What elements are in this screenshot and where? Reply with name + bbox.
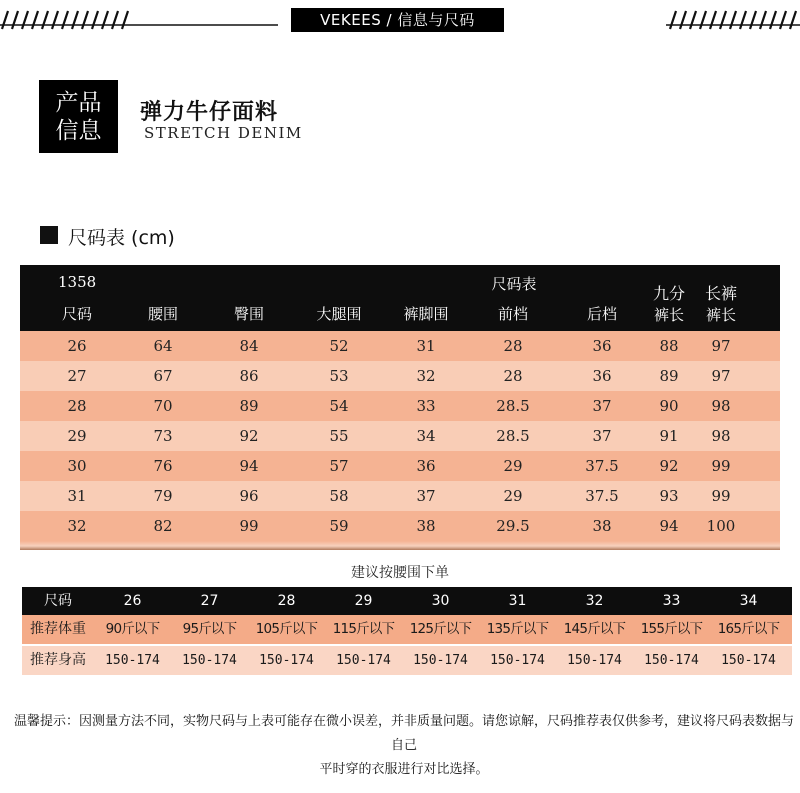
size-cell-leg-opening: 31: [416, 337, 436, 355]
size-cell-front-rise: 29.5: [496, 517, 530, 535]
size-table-row: [20, 331, 780, 361]
recommend-size: 33: [662, 593, 681, 609]
column-header-cropped-length-bottom: 裤长: [653, 306, 684, 324]
size-cell-cropped-length: 89: [659, 367, 679, 385]
column-header-cropped-length-top: 九分: [652, 284, 685, 303]
size-table-row: [20, 451, 780, 481]
size-cell-back-rise: 37.5: [585, 457, 619, 475]
size-table-title: 尺码表: [491, 275, 537, 293]
column-header-back-rise: 后档: [586, 305, 617, 323]
size-cell-size: 26: [67, 337, 87, 355]
recommend-table: [22, 587, 792, 675]
size-cell-full-length: 98: [711, 427, 731, 445]
size-notice-line1: 温馨提示：因测量方法不同，实物尺码与上表可能存在微小误差，并非质量问题。请您谅解，尺码推荐表仅供参考，建议将尺码表数据与自己: [13, 714, 794, 753]
recommend-weight: 135斤以下: [486, 621, 549, 637]
header-hatch-left: [0, 10, 278, 30]
recommend-caption: 建议按腰围下单: [351, 565, 449, 581]
column-header-waist: 腰围: [147, 305, 178, 323]
size-cell-back-rise: 37: [592, 427, 612, 445]
header-hatch-right: [666, 10, 800, 30]
size-cell-cropped-length: 93: [659, 487, 679, 505]
size-cell-waist: 82: [153, 517, 173, 535]
fabric-name-english: STRETCH DENIM: [144, 124, 303, 142]
size-notice: [8, 710, 800, 782]
recommend-weight: 90斤以下: [105, 621, 160, 637]
size-cell-waist: 67: [153, 367, 173, 385]
size-cell-hip: 86: [239, 367, 259, 385]
model-number: 1358: [58, 273, 97, 291]
size-cell-cropped-length: 91: [659, 427, 679, 445]
size-cell-size: 28: [67, 397, 87, 415]
size-table: [20, 265, 780, 550]
size-cell-size: 27: [67, 367, 87, 385]
recommend-height: 150-174: [259, 653, 314, 668]
size-cell-hip: 94: [239, 457, 259, 475]
recommend-size: 29: [354, 593, 373, 609]
recommend-size: 32: [585, 593, 604, 609]
recommend-label-weight: 推荐体重: [30, 621, 86, 637]
product-info-badge-line2: 信息: [55, 117, 102, 144]
size-cell-leg-opening: 33: [416, 397, 436, 415]
recommend-row-size: [22, 587, 792, 615]
size-cell-cropped-length: 90: [659, 397, 679, 415]
size-chart-title: 尺码表 (cm): [68, 227, 175, 249]
recommend-size: 28: [277, 593, 296, 609]
size-cell-thigh: 55: [329, 427, 349, 445]
size-cell-back-rise: 36: [592, 337, 612, 355]
recommend-height: 150-174: [721, 653, 776, 668]
section-bullet-icon: [40, 226, 58, 244]
size-cell-waist: 73: [153, 427, 173, 445]
size-cell-front-rise: 28: [503, 337, 523, 355]
size-table-row: [20, 391, 780, 421]
size-cell-full-length: 97: [711, 337, 731, 355]
recommend-row-height: [22, 646, 792, 675]
size-cell-leg-opening: 38: [416, 517, 436, 535]
recommend-height: 150-174: [490, 653, 545, 668]
size-cell-size: 31: [67, 487, 87, 505]
recommend-height: 150-174: [105, 653, 160, 668]
product-info-badge-line1: 产品: [55, 89, 102, 116]
size-table-bottom-fade: [20, 541, 780, 550]
size-cell-cropped-length: 92: [659, 457, 679, 475]
size-cell-back-rise: 36: [592, 367, 612, 385]
column-header-full-length-bottom: 裤长: [705, 306, 736, 324]
size-cell-front-rise: 28.5: [496, 397, 530, 415]
size-cell-waist: 70: [153, 397, 173, 415]
recommend-size: 34: [739, 593, 758, 609]
column-header-thigh: 大腿围: [316, 305, 362, 323]
size-cell-front-rise: 28.5: [496, 427, 530, 445]
size-cell-leg-opening: 37: [416, 487, 436, 505]
size-cell-front-rise: 29: [503, 457, 523, 475]
recommend-weight: 165斤以下: [717, 621, 780, 637]
size-cell-thigh: 54: [329, 397, 349, 415]
size-cell-thigh: 52: [329, 337, 349, 355]
size-cell-size: 29: [67, 427, 87, 445]
column-header-full-length-top: 长裤: [704, 284, 737, 303]
size-cell-full-length: 98: [711, 397, 731, 415]
size-cell-back-rise: 37: [592, 397, 612, 415]
size-cell-size: 30: [67, 457, 87, 475]
size-notice-line2: 平时穿的衣服进行对比选择。: [319, 762, 489, 777]
column-header-hip: 臀围: [233, 305, 264, 323]
size-table-header: [20, 265, 780, 331]
recommend-row-weight: [22, 615, 792, 644]
size-cell-hip: 84: [239, 337, 259, 355]
size-cell-waist: 64: [153, 337, 173, 355]
size-cell-hip: 99: [239, 517, 259, 535]
recommend-height: 150-174: [567, 653, 622, 668]
size-cell-full-length: 97: [711, 367, 731, 385]
size-cell-full-length: 100: [706, 517, 736, 535]
recommend-weight: 95斤以下: [182, 621, 237, 637]
size-cell-thigh: 53: [329, 367, 349, 385]
recommend-height: 150-174: [182, 653, 237, 668]
recommend-size: 27: [200, 593, 219, 609]
size-table-row: [20, 361, 780, 391]
recommend-label-size: 尺码: [44, 593, 72, 609]
size-cell-full-length: 99: [711, 457, 731, 475]
recommend-size: 31: [508, 593, 527, 609]
recommend-height: 150-174: [644, 653, 699, 668]
size-table-row: [20, 511, 780, 541]
recommend-size: 30: [431, 593, 450, 609]
size-cell-leg-opening: 34: [416, 427, 436, 445]
recommend-height: 150-174: [413, 653, 468, 668]
size-cell-waist: 79: [153, 487, 173, 505]
recommend-weight: 115斤以下: [332, 621, 395, 637]
size-cell-cropped-length: 94: [659, 517, 679, 535]
product-info-badge: [39, 80, 118, 153]
recommend-weight: 155斤以下: [640, 621, 703, 637]
size-cell-thigh: 57: [329, 457, 349, 475]
size-table-row: [20, 421, 780, 451]
size-cell-size: 32: [67, 517, 87, 535]
header-title: VEKEES / 信息与尺码: [291, 8, 504, 32]
size-cell-waist: 76: [153, 457, 173, 475]
recommend-label-height: 推荐身高: [30, 652, 86, 668]
recommend-size: 26: [123, 593, 142, 609]
size-cell-hip: 89: [239, 397, 259, 415]
column-header-size: 尺码: [61, 305, 92, 323]
size-cell-cropped-length: 88: [659, 337, 679, 355]
recommend-height: 150-174: [336, 653, 391, 668]
size-cell-back-rise: 37.5: [585, 487, 619, 505]
size-cell-front-rise: 29: [503, 487, 523, 505]
size-cell-hip: 92: [239, 427, 259, 445]
recommend-weight: 125斤以下: [409, 621, 472, 637]
size-cell-thigh: 59: [329, 517, 349, 535]
size-cell-thigh: 58: [329, 487, 349, 505]
recommend-weight: 105斤以下: [255, 621, 318, 637]
recommend-weight: 145斤以下: [563, 621, 626, 637]
column-header-leg-opening: 裤脚围: [403, 305, 449, 323]
size-cell-full-length: 99: [711, 487, 731, 505]
column-header-front-rise: 前档: [497, 305, 528, 323]
size-cell-back-rise: 38: [592, 517, 612, 535]
fabric-name: 弹力牛仔面料: [140, 100, 279, 125]
size-table-row: [20, 481, 780, 511]
size-cell-leg-opening: 36: [416, 457, 436, 475]
size-cell-hip: 96: [239, 487, 259, 505]
size-cell-front-rise: 28: [503, 367, 523, 385]
size-cell-leg-opening: 32: [416, 367, 436, 385]
